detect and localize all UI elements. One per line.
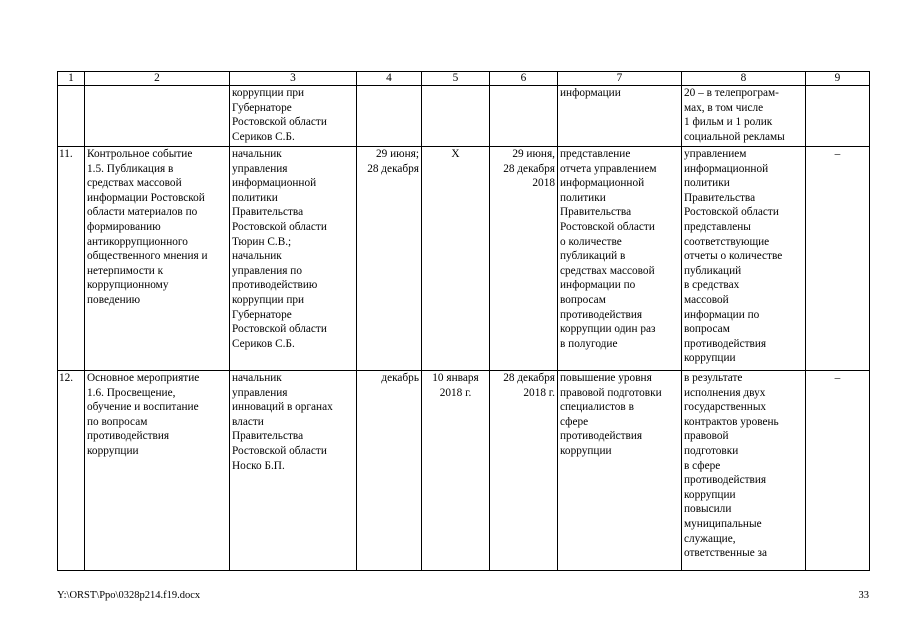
- responsible-person-line: управления по: [232, 264, 302, 277]
- activity-name-line: 1.6. Просвещение,: [87, 386, 176, 399]
- expected-result-line: информационной: [560, 177, 645, 190]
- planned-date-line: 29 июня;: [376, 148, 419, 160]
- achieved-result-line: управлением: [684, 148, 747, 160]
- achieved-result-line: публикаций: [684, 264, 742, 277]
- actual-end-date: [490, 371, 558, 571]
- responsible-person-line: противодействию: [232, 279, 318, 292]
- achieved-result-line: повысили: [684, 503, 732, 516]
- activity-name-line: средствах массовой: [87, 177, 182, 190]
- actual-start-date: Х: [422, 147, 490, 371]
- achieved-result-line: государственных: [684, 401, 767, 414]
- report-table: [57, 71, 870, 571]
- expected-result-line: сфере: [560, 415, 589, 428]
- row-number: 11.: [58, 147, 85, 371]
- responsible-person-line: начальник: [232, 372, 282, 384]
- responsible-person-line: Сериков С.Б.: [232, 337, 295, 350]
- responsible-person-line: Тюрин С.В.;: [232, 235, 292, 248]
- expected-result-line: в полугодие: [560, 337, 618, 350]
- responsible-person-line: Ростовской области: [232, 444, 327, 457]
- expected-result: [558, 371, 682, 571]
- activity-name-line: поведению: [87, 293, 141, 306]
- activity-name-line: формированию: [87, 220, 161, 233]
- achieved-result-line: политики: [684, 177, 730, 190]
- expected-result-line: противодействия: [560, 430, 643, 443]
- achieved-result: [682, 86, 806, 147]
- achieved-result: [682, 371, 806, 571]
- expected-result-line: Правительства: [560, 206, 632, 219]
- file-path: Y:\ORST\Ppo\0328p214.f19.docx: [57, 590, 201, 601]
- achieved-result-line: информации по: [684, 308, 760, 321]
- row-number: [58, 86, 85, 147]
- achieved-result-line: Ростовской области: [684, 206, 779, 219]
- planned-date: [357, 147, 422, 371]
- achieved-result-line: соответствующие: [684, 235, 770, 248]
- actual-end-date-line: 2018: [532, 177, 555, 190]
- expected-result-line: средствах массовой: [560, 264, 655, 277]
- achieved-result-line: Правительства: [684, 191, 756, 204]
- actual-end-date: [490, 147, 558, 371]
- responsible-person: [230, 86, 357, 147]
- expected-result: [558, 147, 682, 371]
- actual-end-date-line: 2018 г.: [523, 386, 555, 399]
- activity-name-line: коррупции: [87, 444, 139, 457]
- responsible-person-line: начальник: [232, 148, 282, 160]
- achieved-result-line: 20 – в телепрограм-: [684, 87, 779, 99]
- achieved-result-line: представлены: [684, 220, 751, 233]
- planned-date-line: декабрь: [381, 372, 419, 384]
- activity-name-line: области материалов по: [87, 206, 198, 219]
- activity-name-line: Основное мероприятие: [87, 372, 200, 384]
- activity-name-line: нетерпимости к: [87, 264, 164, 277]
- achieved-result-line: коррупции: [684, 488, 736, 501]
- expected-result-line: правовой подготовки: [560, 386, 662, 399]
- responsible-person-line: политики: [232, 191, 278, 204]
- expected-result-line: информации по: [560, 279, 636, 292]
- expected-result-line: публикаций в: [560, 250, 626, 263]
- achieved-result-line: подготовки: [684, 444, 739, 457]
- expected-result-line: коррупции: [560, 444, 612, 457]
- achieved-result-line: массовой: [684, 293, 729, 306]
- expected-result-line: информации: [560, 87, 621, 99]
- actual-end-date: [490, 86, 558, 147]
- responsible-person-line: коррупции при: [232, 293, 305, 306]
- responsible-person-line: инноваций в органах: [232, 401, 333, 414]
- planned-date: [357, 86, 422, 147]
- activity-name-line: Контрольное событие: [87, 148, 193, 160]
- expected-result-line: политики: [560, 191, 606, 204]
- responsible-person-line: Носко Б.П.: [232, 459, 285, 472]
- achieved-result-line: ответственные за: [684, 547, 768, 560]
- column-number: 8: [682, 72, 806, 86]
- column-number: 4: [357, 72, 422, 86]
- achieved-result-line: противодействия: [684, 474, 767, 487]
- responsible-person: [230, 371, 357, 571]
- table-row: [58, 86, 870, 147]
- activity-name-line: по вопросам: [87, 415, 148, 428]
- achieved-result-line: вопросам: [684, 323, 730, 336]
- expected-result-line: коррупции один раз: [560, 323, 656, 336]
- achieved-result-line: правовой: [684, 430, 729, 443]
- activity-name-line: обучение и воспитание: [87, 401, 199, 414]
- responsible-person-line: Сериков С.Б.: [232, 130, 295, 143]
- achieved-result-line: в средствах: [684, 279, 740, 292]
- planned-date: [357, 371, 422, 571]
- responsible-person: [230, 147, 357, 371]
- note: [806, 86, 870, 147]
- responsible-person-line: Ростовской области: [232, 220, 327, 233]
- column-number: 1: [58, 72, 85, 86]
- achieved-result-line: исполнения двух: [684, 386, 766, 399]
- responsible-person-line: информационной: [232, 177, 317, 190]
- achieved-result-line: коррупции: [684, 352, 736, 365]
- achieved-result-line: 1 фильм и 1 ролик: [684, 116, 773, 129]
- table-row: [58, 371, 870, 571]
- row-number: 12.: [58, 371, 85, 571]
- activity-name-line: антикоррупционного: [87, 235, 188, 248]
- expected-result-line: о количестве: [560, 235, 622, 248]
- activity-name-line: общественного мнения и: [87, 250, 208, 263]
- column-number: 7: [558, 72, 682, 86]
- expected-result-line: отчета управлением: [560, 162, 657, 175]
- achieved-result-line: в сфере: [684, 459, 721, 472]
- activity-name-line: информации Ростовской: [87, 191, 205, 204]
- achieved-result-line: муниципальные: [684, 517, 762, 530]
- achieved-result-line: служащие,: [684, 532, 736, 545]
- responsible-person-line: Губернаторе: [232, 101, 292, 114]
- responsible-person-line: Правительства: [232, 206, 304, 219]
- achieved-result-line: противодействия: [684, 337, 767, 350]
- actual-end-date-line: 28 декабря: [503, 162, 555, 175]
- activity-name-line: противодействия: [87, 430, 170, 443]
- responsible-person-line: власти: [232, 415, 264, 428]
- achieved-result-line: контрактов уровень: [684, 415, 779, 428]
- responsible-person-line: Ростовской области: [232, 116, 327, 129]
- planned-date-line: 28 декабря: [367, 162, 419, 175]
- note: –: [806, 371, 870, 571]
- expected-result-line: представление: [560, 148, 631, 160]
- responsible-person-line: начальник: [232, 250, 282, 263]
- expected-result-line: противодействия: [560, 308, 643, 321]
- activity-name: [85, 86, 230, 147]
- expected-result: [558, 86, 682, 147]
- page-number: 33: [858, 590, 869, 601]
- achieved-result-line: отчеты о количестве: [684, 250, 783, 263]
- achieved-result: [682, 147, 806, 371]
- expected-result-line: Ростовской области: [560, 220, 655, 233]
- table-row: [58, 147, 870, 371]
- column-number: 2: [85, 72, 230, 86]
- actual-end-date-line: 29 июня,: [512, 148, 555, 160]
- responsible-person-line: Правительства: [232, 430, 304, 443]
- activity-name-line: 1.5. Публикация в: [87, 162, 174, 175]
- achieved-result-line: социальной рекламы: [684, 130, 785, 143]
- column-number: 9: [806, 72, 870, 86]
- expected-result-line: специалистов в: [560, 401, 634, 414]
- achieved-result-line: мах, в том числе: [684, 101, 764, 114]
- column-number: 3: [230, 72, 357, 86]
- responsible-person-line: Ростовской области: [232, 323, 327, 336]
- column-number-row: [58, 72, 870, 86]
- expected-result-line: вопросам: [560, 293, 606, 306]
- actual-start-date: [422, 86, 490, 147]
- activity-name: [85, 371, 230, 571]
- responsible-person-line: управления: [232, 162, 288, 175]
- column-number: 5: [422, 72, 490, 86]
- expected-result-line: повышение уровня: [560, 372, 652, 384]
- activity-name-line: коррупционному: [87, 279, 169, 292]
- responsible-person-line: Губернаторе: [232, 308, 292, 321]
- actual-end-date-line: 28 декабря: [503, 372, 555, 384]
- activity-name: [85, 147, 230, 371]
- column-number: 6: [490, 72, 558, 86]
- achieved-result-line: в результате: [684, 372, 743, 384]
- responsible-person-line: коррупции при: [232, 87, 305, 99]
- note: –: [806, 147, 870, 371]
- responsible-person-line: управления: [232, 386, 288, 399]
- achieved-result-line: информационной: [684, 162, 769, 175]
- actual-start-date: 10 января 2018 г.: [422, 371, 490, 571]
